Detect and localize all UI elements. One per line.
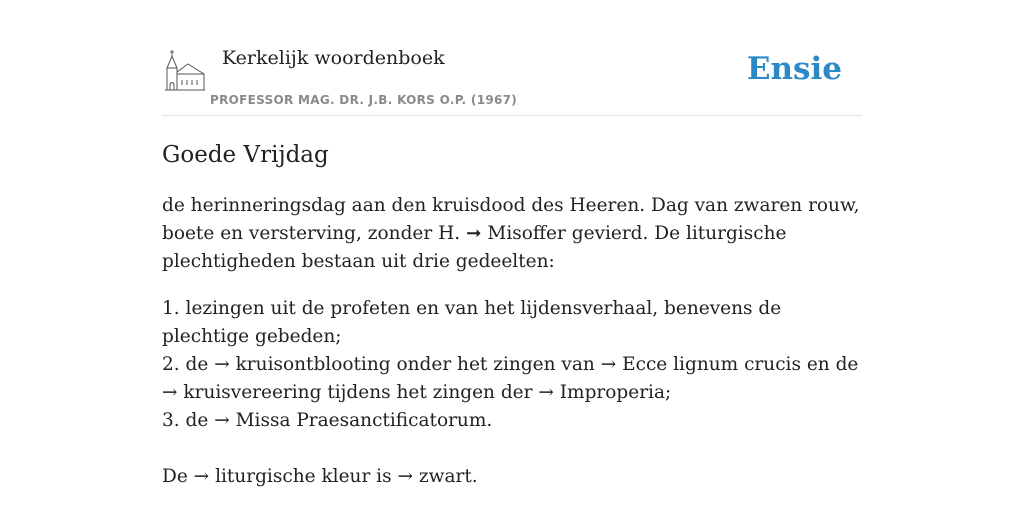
link-arrow-icon: → <box>214 354 230 375</box>
entry-title: Goede Vrijdag <box>162 142 329 168</box>
link-improperia[interactable]: Improperia <box>553 382 665 403</box>
parts-list <box>162 295 862 435</box>
link-arrow-icon: → <box>538 382 554 403</box>
link-kruisontblooting[interactable]: kruisontblooting <box>229 354 391 375</box>
list-item-2 <box>162 351 862 407</box>
link-kruisvereering[interactable]: kruisvereering <box>177 382 322 403</box>
list-text: ; <box>665 382 672 403</box>
list-item-1: 1. lezingen uit de profeten en van het lijdensverhaal, benevens de plechtige gebeden; <box>162 298 782 347</box>
link-ecce-lignum-crucis[interactable]: Ecce lignum crucis <box>616 354 801 375</box>
church-icon[interactable] <box>164 48 206 94</box>
link-arrow-icon: → <box>162 382 178 403</box>
link-arrow-icon: ➞ <box>466 223 482 244</box>
list-text: 3. de <box>162 410 215 431</box>
list-text: en de <box>800 354 859 375</box>
list-text: onder het zingen van <box>390 354 601 375</box>
definition-paragraph <box>162 192 862 276</box>
definition-text-end: gevierd. De liturgische plechtigheden bestaan uit drie gedeelten: <box>162 223 787 272</box>
closing-text: is <box>370 466 398 487</box>
link-arrow-icon: → <box>600 354 617 375</box>
list-text: tijdens het zingen der <box>321 382 539 403</box>
list-item-3 <box>162 407 862 435</box>
closing-line <box>162 463 862 491</box>
definition-text: de herinneringsdag aan den kruisdood des Heeren. Dag van zwaren rouw, boete en versterving, zonder H. <box>162 195 860 244</box>
link-arrow-icon: → <box>397 466 413 487</box>
link-arrow-icon: → <box>214 410 230 431</box>
header <box>162 40 862 116</box>
brand-logo[interactable]: Ensie <box>746 51 842 87</box>
entry-content <box>162 192 862 491</box>
link-arrow-icon: → <box>193 466 210 487</box>
list-text: . <box>486 410 493 431</box>
closing-text: De <box>162 466 194 487</box>
closing-text: . <box>471 466 478 487</box>
list-text: 2. de <box>162 354 215 375</box>
link-missa-praesanctificatorum[interactable]: Missa Praesanctificatorum <box>229 410 487 431</box>
author-credit: PROFESSOR MAG. DR. J.B. KORS O.P. (1967) <box>210 93 518 107</box>
link-misoffer[interactable]: Misoffer <box>487 223 566 244</box>
link-zwart[interactable]: zwart <box>412 466 472 487</box>
dictionary-title[interactable]: Kerkelijk woordenboek <box>222 47 445 69</box>
link-liturgische-kleur[interactable]: liturgische kleur <box>209 466 371 487</box>
